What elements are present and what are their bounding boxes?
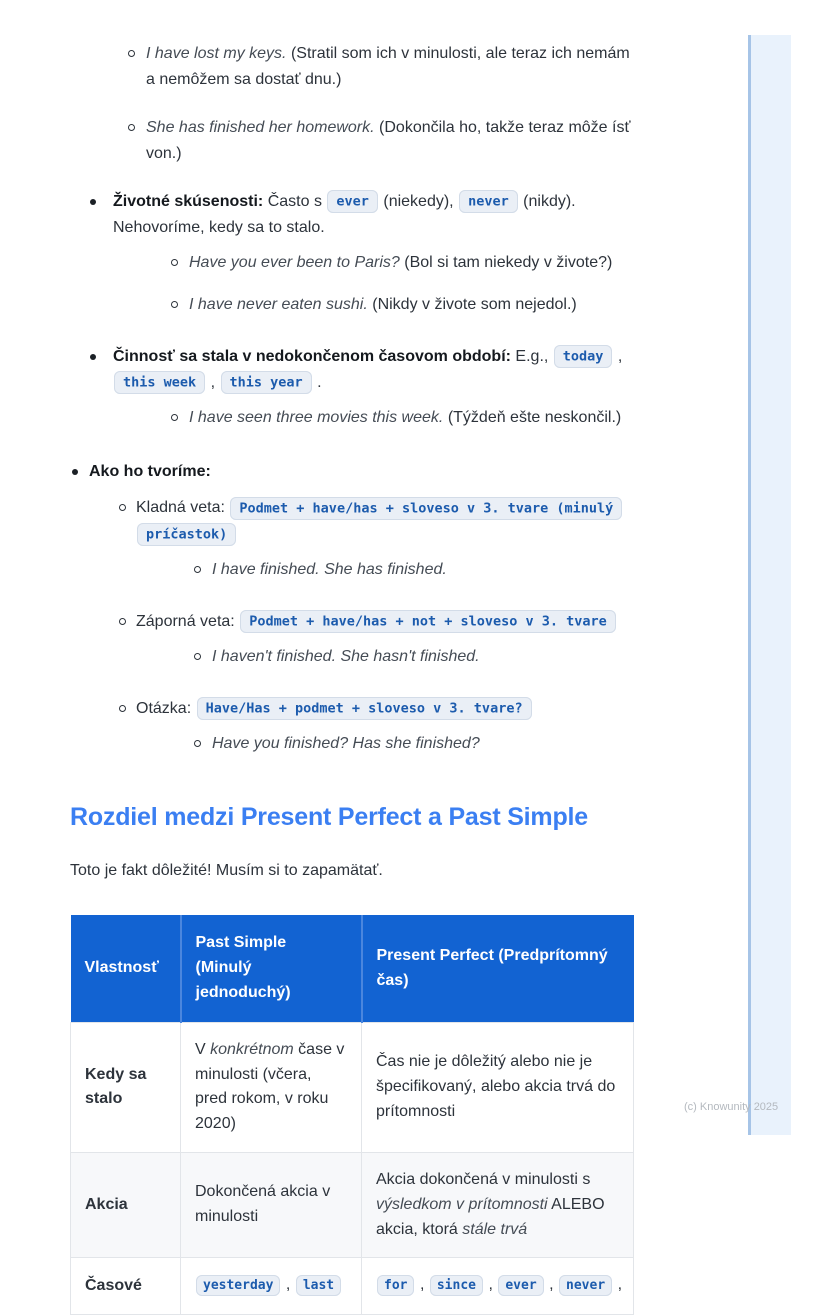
example-english: I haven't finished. She hasn't finished. xyxy=(212,647,480,665)
separator: , xyxy=(419,1276,425,1294)
cell-text: V xyxy=(195,1040,206,1058)
usage-label: Životné skúsenosti: xyxy=(113,192,264,210)
sub-example-list xyxy=(136,644,633,670)
list-item xyxy=(70,115,633,167)
list-item xyxy=(136,644,633,670)
example-translation: (Bol si tam niekedy v živote?) xyxy=(404,253,613,271)
cell-present-perfect xyxy=(362,1153,634,1258)
list-item-life-experience xyxy=(70,189,633,318)
formation-list xyxy=(70,459,633,757)
list-item-formation xyxy=(70,459,633,757)
code-badge-never: never xyxy=(559,1275,612,1296)
code-badge-today: today xyxy=(554,345,613,368)
cell-text-italic: výsledkom v prítomnosti xyxy=(376,1195,548,1213)
example-english: Have you ever been to Paris? xyxy=(189,253,400,271)
code-badge-for: for xyxy=(377,1275,414,1296)
code-badge-since: since xyxy=(430,1275,483,1296)
row-label: Časové xyxy=(71,1258,181,1314)
formation-item-label: Záporná veta: xyxy=(136,612,235,630)
example-english: She has finished her homework. xyxy=(146,118,375,136)
list-item-negative xyxy=(89,609,633,670)
cell-text: ALEBO akcia, ktorá xyxy=(376,1195,605,1238)
column-header-past-simple: Past Simple (Minulý jednoduchý) xyxy=(181,915,362,1022)
cell-present-perfect-signals xyxy=(362,1258,634,1314)
separator: , xyxy=(285,1276,291,1294)
cell-present-perfect: Čas nie je dôležitý alebo nie je špecifikovaný, alebo akcia trvá do prítomnosti xyxy=(362,1022,634,1152)
example-translation: (Týždeň ešte neskončil.) xyxy=(447,409,622,427)
example-translation: (Stratil som ich v minulosti, ale teraz ich nemám a nemôžem sa dostať dnu.) xyxy=(146,45,630,88)
cell-text: Akcia dokončená v minulosti s xyxy=(376,1171,591,1189)
separator: , xyxy=(617,347,623,365)
sub-example-list xyxy=(113,405,633,431)
code-badge-ever: ever xyxy=(327,190,378,213)
column-header-present-perfect: Present Perfect (Predprítomný čas) xyxy=(362,915,634,1022)
table-header-row xyxy=(71,915,634,1022)
usage-list xyxy=(70,189,633,432)
usage-text: (nikdy). Nehovoríme, kedy sa to stalo. xyxy=(113,192,576,236)
row-label: Kedy sa stalo xyxy=(71,1022,181,1152)
usage-text: Často s xyxy=(267,192,322,210)
table-row xyxy=(71,1022,634,1152)
intro-example-list xyxy=(70,0,633,167)
code-badge-this-week: this week xyxy=(114,371,205,394)
comparison-table xyxy=(70,915,634,1314)
code-badge-never: never xyxy=(459,190,518,213)
section-heading: Rozdiel medzi Present Perfect a Past Simple xyxy=(70,803,588,832)
formation-item-label: Otázka: xyxy=(136,699,192,717)
row-label: Akcia xyxy=(71,1153,181,1258)
code-badge-yesterday: yesterday xyxy=(196,1275,280,1296)
list-item xyxy=(113,250,633,276)
example-translation: (Nikdy v živote som nejedol.) xyxy=(372,295,577,313)
note-paragraph: Toto je fakt dôležité! Musím si to zapamätať. xyxy=(70,861,383,879)
code-badge-affirmative-pattern: Podmet + have/has + sloveso v 3. tvare (minulý príčastok) xyxy=(137,497,622,546)
code-badge-question-pattern: Have/Has + podmet + sloveso v 3. tvare? xyxy=(197,697,532,720)
separator: , xyxy=(549,1276,554,1294)
example-english: I have finished. She has finished. xyxy=(212,560,447,578)
watermark: (c) Knowunity 2025 xyxy=(684,1101,779,1113)
example-translation: (Dokončila ho, takže teraz môže ísť von.) xyxy=(146,118,631,162)
example-english: I have seen three movies this week. xyxy=(189,409,444,427)
page-content xyxy=(70,0,633,1315)
list-item xyxy=(70,41,633,93)
code-badge-last: last xyxy=(296,1275,341,1296)
list-item-question xyxy=(89,696,633,757)
list-item-unfinished-period xyxy=(70,344,633,432)
formation-sub-list xyxy=(89,495,633,757)
code-badge-negative-pattern: Podmet + have/has + not + sloveso v 3. tvare xyxy=(240,610,616,633)
list-item xyxy=(136,557,633,583)
separator: . xyxy=(317,373,322,391)
separator: , xyxy=(488,1276,493,1294)
formation-item-label: Kladná veta: xyxy=(136,499,225,517)
column-header-property: Vlastnosť xyxy=(71,915,181,1022)
cell-text: čase v minulosti (včera, pred rokom, v roku 2020) xyxy=(195,1040,345,1133)
sub-example-list xyxy=(113,250,633,318)
example-english: I have never eaten sushi. xyxy=(189,295,368,313)
cell-past-simple xyxy=(181,1022,362,1152)
table-row xyxy=(71,1258,634,1314)
cell-past-simple-signals xyxy=(181,1258,362,1314)
usage-text: (niekedy), xyxy=(383,192,454,210)
code-badge-this-year: this year xyxy=(221,371,312,394)
list-item-affirmative xyxy=(89,495,633,583)
code-badge-ever: ever xyxy=(498,1275,543,1296)
separator: , xyxy=(617,1276,623,1294)
cell-text-italic: stále trvá xyxy=(462,1220,528,1238)
list-item xyxy=(136,731,633,757)
cell-text-italic: konkrétnom xyxy=(210,1040,294,1058)
separator: , xyxy=(210,373,216,391)
usage-label: Činnosť sa stala v nedokončenom časovom období: xyxy=(113,347,511,365)
table-row xyxy=(71,1153,634,1258)
usage-text: E.g., xyxy=(515,347,549,365)
page-edge-strip xyxy=(748,35,791,1135)
example-english: I have lost my keys. xyxy=(146,45,287,62)
list-item xyxy=(113,292,633,318)
example-english: Have you finished? Has she finished? xyxy=(212,735,480,753)
list-item xyxy=(113,405,633,431)
cell-past-simple: Dokončená akcia v minulosti xyxy=(181,1153,362,1258)
sub-example-list xyxy=(136,731,633,757)
sub-example-list xyxy=(136,557,633,583)
formation-label: Ako ho tvoríme: xyxy=(89,463,211,481)
